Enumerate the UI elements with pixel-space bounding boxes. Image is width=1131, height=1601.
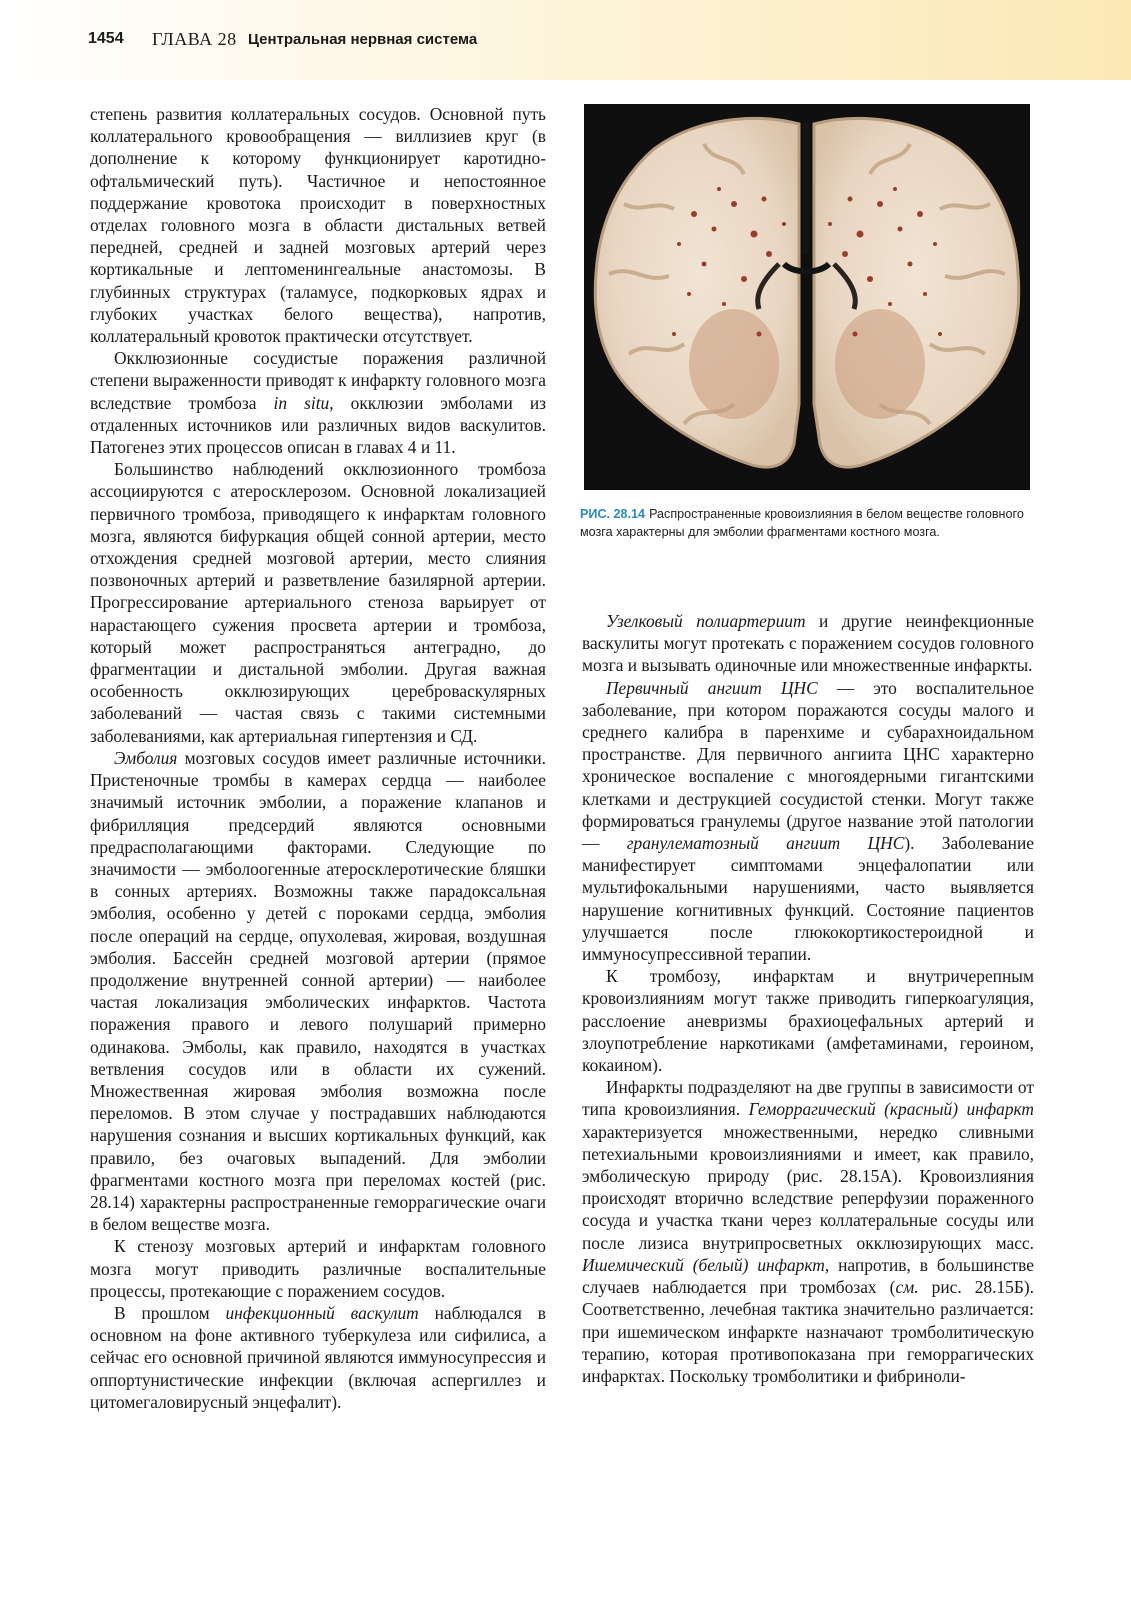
italic-term: гранулематозный ангиит ЦНС xyxy=(626,833,905,854)
paragraph: Инфаркты подразделяют на две группы в зависимости от типа кровоизлияния. Геморрагический (красный) инфаркт характеризуется множественными, нередко сливными петехиальными кровоизлияниями и имеет, как правило, эмболическую природу (рис. 28.15А). Кровоизлияния происходят вторично вследствие реперфузии пораженного сосуда и участка ткани через коллатеральные сосуды или после лизиса внутрипросветных окклюзирующих масс. Ишемический (белый) инфаркт, напротив, в большинстве случаев наблюдается при тромбозах (см. рис. 28.15Б). Соответственно, лечебная тактика значительно различается: при ишемическом инфаркте назначают тромболитическую терапию, которая противопоказана при геморрагических инфарктах. Поскольку тромболитики и фибриноли- xyxy=(582,1077,1034,1386)
brain-section-figure xyxy=(584,104,1030,490)
paragraph: Большинство наблюдений окклюзионного тромбоза ассоциируются с атеросклерозом. Основной локализацией первичного тромбоза, приводящего к инфарктам головного мозга, являются бифуркация общей сонной артерии, место отхождения средней мозговой артерии, место слияния позвоночных артерий и разветвление базилярной артерии. Прогрессирование артериального стеноза варьирует от нарастающего сужения просвета артерии и тромбоза, который может распространяться антеградно, до фрагментации и дистальной эмболии. Другая важная особенность окклюзирующих цереброваскулярных заболеваний — частая связь с такими системными заболеваниями, как артериальная гипертензия и СД. xyxy=(90,459,546,746)
page-number: 1454 xyxy=(88,30,124,47)
paragraph: К стенозу мозговых артерий и инфарктам головного мозга могут приводить различные воспалительные процессы, протекающие с поражением сосудов. xyxy=(90,1236,546,1301)
paragraph: Узелковый полиартериит и другие неинфекционные васкулиты могут протекать с поражением сосудов головного мозга и вызывать одиночные или множественные инфаркты. xyxy=(582,611,1034,676)
paragraph: Эмболия мозговых сосудов имеет различные источники. Пристеночные тромбы в камерах сердца — наиболее значимый источник эмболии, а поражение клапанов и фибрилляция предсердий являются основными предрасполагающими факторами. Следующие по значимости — эмболоогенные атеросклеротические бляшки в сонных артериях. Возможны также парадоксальная эмболия, особенно у детей с пороками сердца, эмболия после операций на сердце, опухолевая, жировая, воздушная эмболия. Бассейн средней мозговой артерии (прямое продолжение внутренней сонной артерии) — наиболее частая локализация эмболических инфарктов. Частота поражения правого и левого полушарий примерно одинакова. Эмболы, как правило, находятся в участках ветвления сосудов или в области их сужений. Множественная жировая эмболия возможна после переломов. В этом случае у пострадавших наблюдаются нарушения сознания и высших кортикальных функций, как правило, без очаговых выпадений. Для эмболии фрагментами костного мозга при переломах костей (рис. 28.14) характерны распространенные геморрагические очаги в белом веществе мозга. xyxy=(90,747,546,1235)
page-header xyxy=(0,0,1131,80)
brain-section-image xyxy=(584,104,1030,490)
paragraph: Первичный ангиит ЦНС — это воспалительное заболевание, при котором поражаются сосуды малого и среднего калибра в паренхиме и субарахноидальном пространстве. Для первичного ангиита ЦНС характерно хроническое воспаление с многоядерными гигантскими клетками и деструкцией сосудистой стенки. Могут также формироваться гранулемы (другое название этой патологии — гранулематозный ангиит ЦНС). Заболевание манифестирует симптомами энцефалопатии или мультифокальными нарушениями, часто выявляется нарушение когнитивных функций. Состояние пациентов улучшается после глюкокортикостероидной и иммуносупрессивной терапии. xyxy=(582,677,1034,965)
chapter-title: Центральная нервная система xyxy=(248,31,478,48)
figure-caption xyxy=(580,505,1034,541)
left-column xyxy=(90,103,546,1413)
paragraph: В прошлом инфекционный васкулит наблюдался в основном на фоне активного туберкулеза или сифилиса, а сейчас его основной причиной являются иммуносупрессия и оппортунистические инфекции (включая аспергиллез и цитомегаловирусный энцефалит). xyxy=(90,1302,546,1412)
right-column xyxy=(582,610,1034,1387)
paragraph: К тромбозу, инфарктам и внутричерепным кровоизлияниям могут также приводить гиперкоагуляция, расслоение аневризмы брахиоцефальных артерий и злоупотребление наркотиками (амфетаминами, героином, кокаином). xyxy=(582,966,1034,1076)
italic-term: Первичный ангиит ЦНС xyxy=(606,677,818,698)
italic-term: инфекционный васкулит xyxy=(225,1302,419,1323)
italic-term: in situ xyxy=(273,392,330,413)
paragraph: степень развития коллатеральных сосудов. Основной путь коллатерального кровообращения — виллизиев круг (в дополнение к которому функционирует каротидно-офтальмический путь). Частичное и непостоянное поддержание кровотока происходит в поверхностных отделах головного мозга в области дистальных ветвей передней, средней и задней мозговых артерий через кортикальные и лептоменингеальные анастомозы. В глубинных структурах (таламусе, подкорковых ядрах и глубоких участках белого вещества), напротив, коллатеральный кровоток практически отсутствует. xyxy=(90,104,546,347)
italic-term: Геморрагический (красный) инфаркт xyxy=(748,1099,1034,1120)
figure-label: РИС. 28.14 xyxy=(580,507,646,521)
figure-caption-text: Распространенные кровоизлияния в белом веществе головного мозга характерны для эмболии фрагментами костного мозга. xyxy=(580,507,1024,539)
italic-term: Эмболия xyxy=(114,747,178,768)
italic-term: Ишемический (белый) инфаркт xyxy=(582,1254,825,1275)
italic-term: см. xyxy=(895,1277,919,1298)
italic-term: Узелковый полиартериит xyxy=(606,611,806,631)
chapter-label: ГЛАВА 28 xyxy=(152,29,237,49)
paragraph: Окклюзионные сосудистые поражения различной степени выраженности приводят к инфаркту головного мозга вследствие тромбоза in situ, окклюзии эмболами из отдаленных источников или различных видов васкулитов. Патогенез этих процессов описан в главах 4 и 11. xyxy=(90,348,546,458)
